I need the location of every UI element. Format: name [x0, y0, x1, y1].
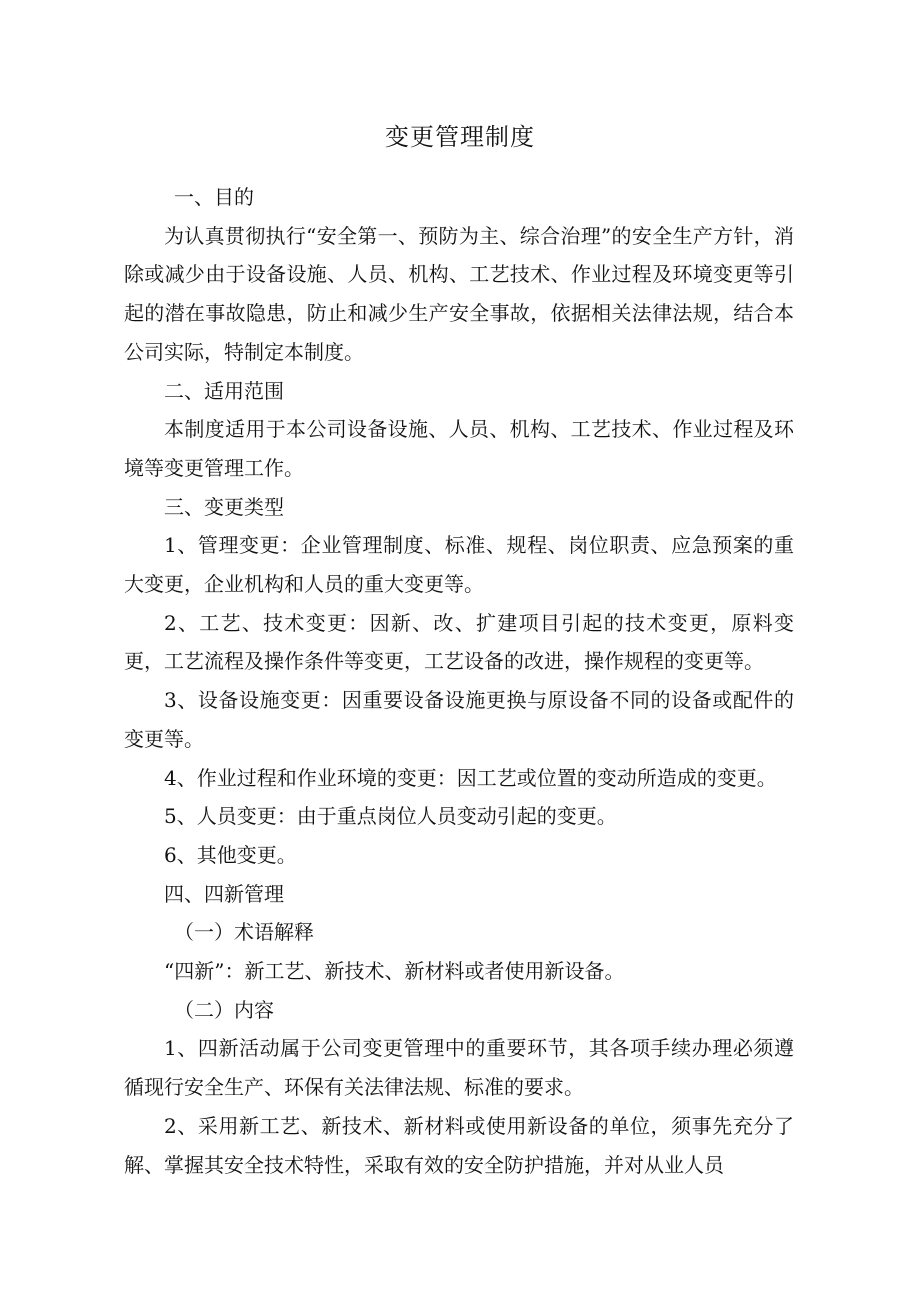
section-heading-four-new: 四、四新管理: [164, 881, 284, 906]
paragraph-four-new-definition: “四新”：新工艺、新技术、新材料或者使用新设备。: [164, 959, 625, 984]
list-item-four-new-safety: 2、采用新工艺、新技术、新材料或使用新设备的单位，须事先充分了解、掌握其安全技术特性，采取有效的安全防护措施，并对从业人员: [124, 1113, 794, 1177]
section-heading-change-types: 三、变更类型: [164, 494, 284, 519]
document-body: [124, 178, 794, 1184]
subsection-heading-content: （二）内容: [174, 997, 274, 1022]
list-item-operation-change: 4、作业过程和作业环境的变更：因工艺或位置的变动所造成的变更。: [164, 765, 777, 790]
section-heading-scope: 二、适用范围: [164, 378, 284, 403]
list-item-management-change: 1、管理变更：企业管理制度、标准、规程、岗位职责、应急预案的重大变更，企业机构和人员的重大变更等。: [124, 533, 794, 597]
subsection-heading-terms: （一）术语解释: [174, 920, 314, 945]
list-item-four-new-procedure: 1、四新活动属于公司变更管理中的重要环节，其各项手续办理必须遵循现行安全生产、环保有关法律法规、标准的要求。: [124, 1036, 794, 1100]
list-item-equipment-change: 3、设备设施变更：因重要设备设施更换与原设备不同的设备或配件的变更等。: [124, 688, 794, 751]
paragraph-purpose: 为认真贯彻执行“安全第一、预防为主、综合治理”的安全生产方针，消除或减少由于设备设施、人员、机构、工艺技术、作业过程及环境变更等引起的潜在事故隐患，防止和减少生产安全事故，依据相关法律法规，结合本公司实际，特制定本制度。: [124, 223, 794, 364]
paragraph-scope: 本制度适用于本公司设备设施、人员、机构、工艺技术、作业过程及环境等变更管理工作。: [124, 417, 794, 480]
section-heading-purpose: 一、目的: [174, 185, 254, 209]
list-item-process-change: 2、工艺、技术变更：因新、改、扩建项目引起的技术变更，原料变更，工艺流程及操作条件等变更，工艺设备的改进，操作规程的变更等。: [124, 610, 794, 674]
document-title: 变更管理制度: [385, 123, 535, 151]
list-item-personnel-change: 5、人员变更：由于重点岗位人员变动引起的变更。: [164, 804, 617, 829]
list-item-other-change: 6、其他变更。: [164, 842, 297, 867]
